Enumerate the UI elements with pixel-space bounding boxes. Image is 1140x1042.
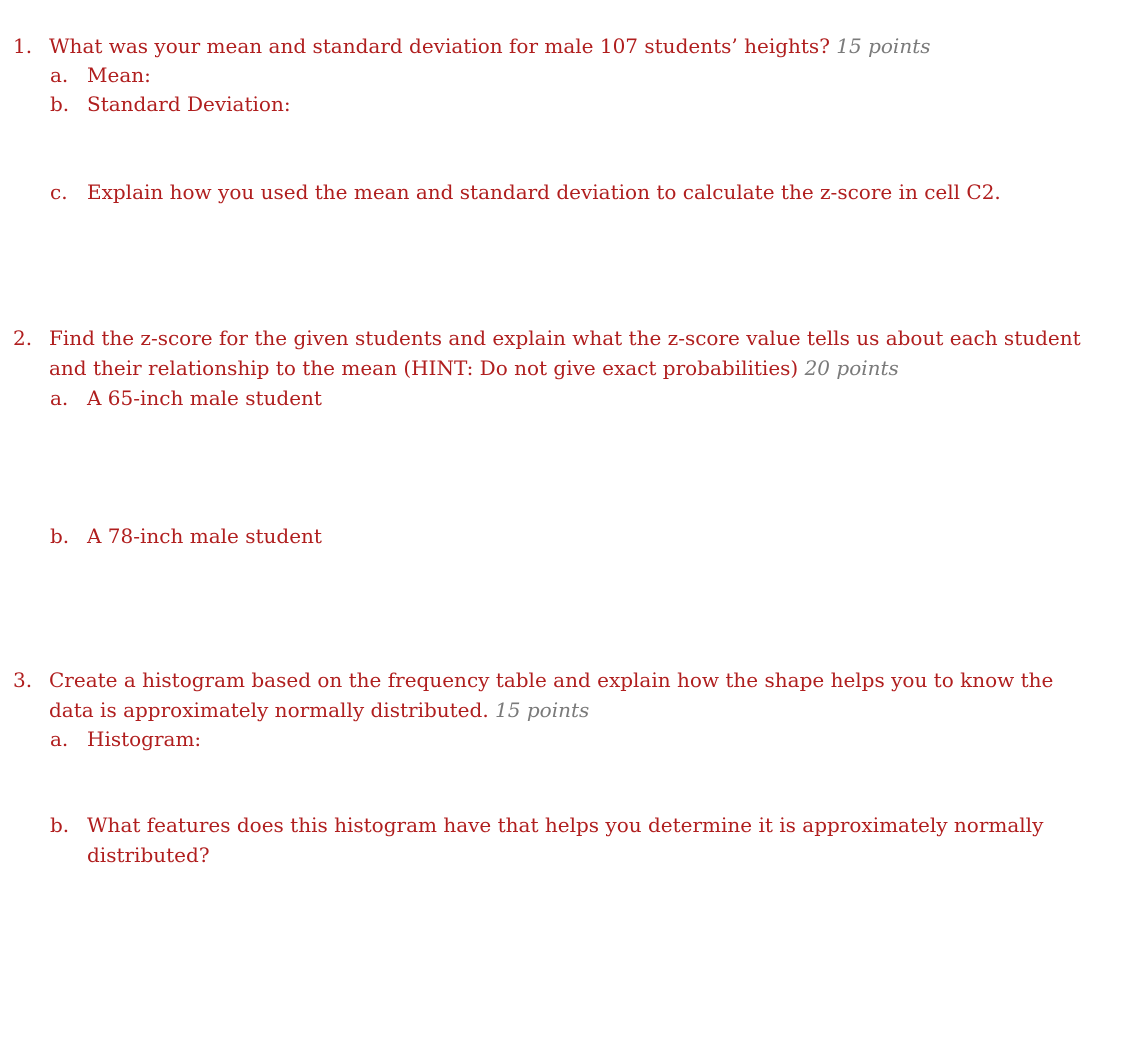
question-3b [50,812,1043,838]
question-3-points: 15 points [495,698,590,722]
question-2b [50,523,322,549]
question-2-continued [49,355,899,381]
question-2b-text: A 78-inch male student [87,524,322,548]
question-1b-letter: b. [50,92,70,116]
question-2a [50,385,322,411]
question-2 [13,325,1081,351]
question-1-number: 1. [13,34,33,58]
question-3 [13,667,1053,693]
question-2-text-line2: and their relationship to the mean (HINT: Do not give exact probabilities) [49,356,799,380]
question-1a [50,62,151,88]
question-3a-text: Histogram: [87,727,202,751]
question-1-text: What was your mean and standard deviation for male 107 students’ heights? [49,34,830,58]
question-1 [13,33,931,59]
question-3a [50,726,201,752]
question-2b-letter: b. [50,524,70,548]
question-1a-text: Mean: [87,63,151,87]
question-2-points: 20 points [804,356,899,380]
question-3b-text-line1: What features does this histogram have that helps you determine it is approximately normally [87,813,1044,837]
question-1c-letter: c. [50,180,68,204]
question-1c-text: Explain how you used the mean and standard deviation to calculate the z-score in cell C2. [87,180,1001,204]
question-3-number: 3. [13,668,33,692]
question-3-text-line2: data is approximately normally distributed. [49,698,489,722]
question-3a-letter: a. [50,727,69,751]
question-3b-letter: b. [50,813,70,837]
question-2-text-line1: Find the z-score for the given students and explain what the z-score value tells us about each student [49,326,1081,350]
question-3b-text-line2: distributed? [87,843,210,867]
question-1c [50,179,1001,205]
question-2-number: 2. [13,326,33,350]
question-2a-text: A 65-inch male student [87,386,322,410]
question-3-continued [49,697,589,723]
question-1b [50,91,291,117]
question-3b-continued [87,842,210,868]
question-1b-text: Standard Deviation: [87,92,291,116]
question-1-points: 15 points [836,34,931,58]
question-2a-letter: a. [50,386,69,410]
question-3-text-line1: Create a histogram based on the frequency table and explain how the shape helps you to know the [49,668,1054,692]
question-1a-letter: a. [50,63,69,87]
